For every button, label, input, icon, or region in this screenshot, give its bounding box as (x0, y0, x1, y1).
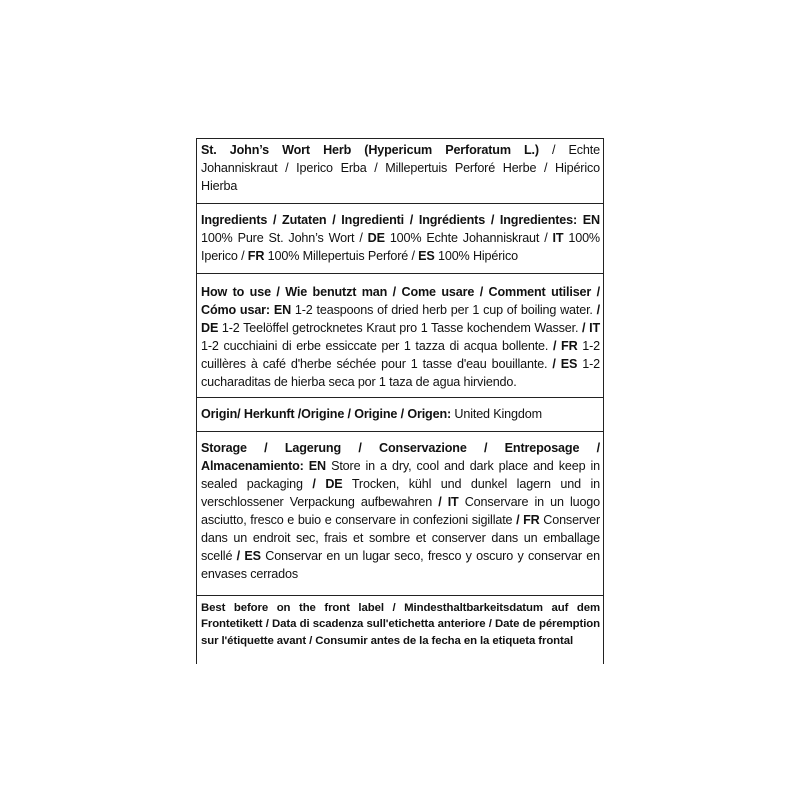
product-name-section (197, 141, 603, 195)
divider (197, 431, 603, 432)
how-to-use-it-text: 1-2 cucchiaini di erbe essiccate per 1 tazza di acqua bollente. (201, 339, 553, 353)
ingredients-it-text: 100% Iperico / (201, 231, 600, 263)
how-to-use-heading: How to use / Wie benutzt man / Come usare / Comment utiliser / Cómo usar: (201, 285, 600, 317)
how-to-use-de-text: 1-2 Teelöffel getrocknetes Kraut pro 1 Tasse kochendem Wasser. (218, 321, 583, 335)
storage-es-text: Conservar en un lugar seco, fresco y oscuro y conservar en envases cerrados (201, 549, 600, 581)
storage-de-code: / DE (312, 477, 343, 491)
storage-fr-code: / FR (516, 513, 540, 527)
how-to-use-es-code: / ES (552, 357, 578, 371)
ingredients-section (197, 211, 603, 265)
storage-es-code: / ES (236, 549, 261, 563)
storage-en-code: EN (303, 459, 326, 473)
storage-heading: Storage / Lagerung / Conservazione / Entreposage / Almacenamiento: (201, 441, 600, 473)
storage-de-text: Trocken, kühl und dunkel lagern und in verschlossener Verpackung aufbewahren (201, 477, 600, 509)
best-before-text: Best before on the front label / Mindesthaltbarkeitsdatum auf dem Frontetikett / Data di scadenza sull'etichetta anteriore / Date de péremption sur l'étiquette avant / Consumir antes de la fecha en la etiqueta frontal (201, 602, 600, 647)
ingredients-es-code: ES (418, 249, 435, 263)
product-name-latin: St. John’s Wort Herb (Hypericum Perforatum L.) (201, 143, 539, 157)
divider (197, 273, 603, 274)
storage-en-text: Store in a dry, cool and dark place and keep in sealed packaging (201, 459, 600, 491)
divider (197, 397, 603, 398)
ingredients-es-text: 100% Hipérico (434, 249, 518, 263)
storage-it-text: Conservare in un luogo asciutto, fresco e buio e conservare in confezioni sigillate (201, 495, 601, 527)
divider (197, 595, 603, 596)
ingredients-it-code: IT (552, 231, 564, 245)
best-before-section (197, 600, 603, 649)
ingredients-heading: Ingredients / Zutaten / Ingredienti / Ingrédients / Ingredientes: (201, 213, 578, 227)
how-to-use-es-text: 1-2 cucharaditas de hierba seca por 1 taza de agua hirviendo. (201, 357, 600, 389)
origin-section (197, 405, 603, 423)
ingredients-de-code: DE (367, 231, 385, 245)
storage-it-code: / IT (438, 495, 459, 509)
divider (197, 203, 603, 204)
ingredients-en-text: 100% Pure St. John’s Wort / (201, 231, 368, 245)
storage-fr-text: Conserver dans un endroit sec, frais et sombre et conserver dans un emballage scellé (201, 513, 601, 563)
how-to-use-en-text: 1-2 teaspoons of dried herb per 1 cup of boiling water. (291, 303, 597, 317)
how-to-use-section (197, 283, 603, 391)
how-to-use-en-code: EN (269, 303, 292, 317)
how-to-use-fr-code: / FR (552, 339, 578, 353)
ingredients-fr-code: FR (247, 249, 265, 263)
storage-section (197, 439, 603, 583)
how-to-use-fr-text: 1-2 cuillères à café d'herbe séchée pour 1 tasse d'eau bouillante. (201, 339, 600, 371)
how-to-use-de-code: / DE (201, 303, 600, 335)
ingredients-en-code: EN (582, 213, 600, 227)
ingredients-fr-text: 100% Millepertuis Perforé / (264, 249, 419, 263)
origin-heading: Origin/ Herkunft /Origine / Origine / Origen: (201, 407, 452, 421)
product-name-translations: / Echte Johanniskraut / Iperico Erba / Millepertuis Perforé Herbe / Hipérico Hierba (201, 143, 600, 193)
product-label (196, 138, 604, 664)
how-to-use-it-code: / IT (582, 321, 600, 335)
origin-value: United Kingdom (451, 407, 542, 421)
ingredients-de-text: 100% Echte Johanniskraut / (384, 231, 553, 245)
